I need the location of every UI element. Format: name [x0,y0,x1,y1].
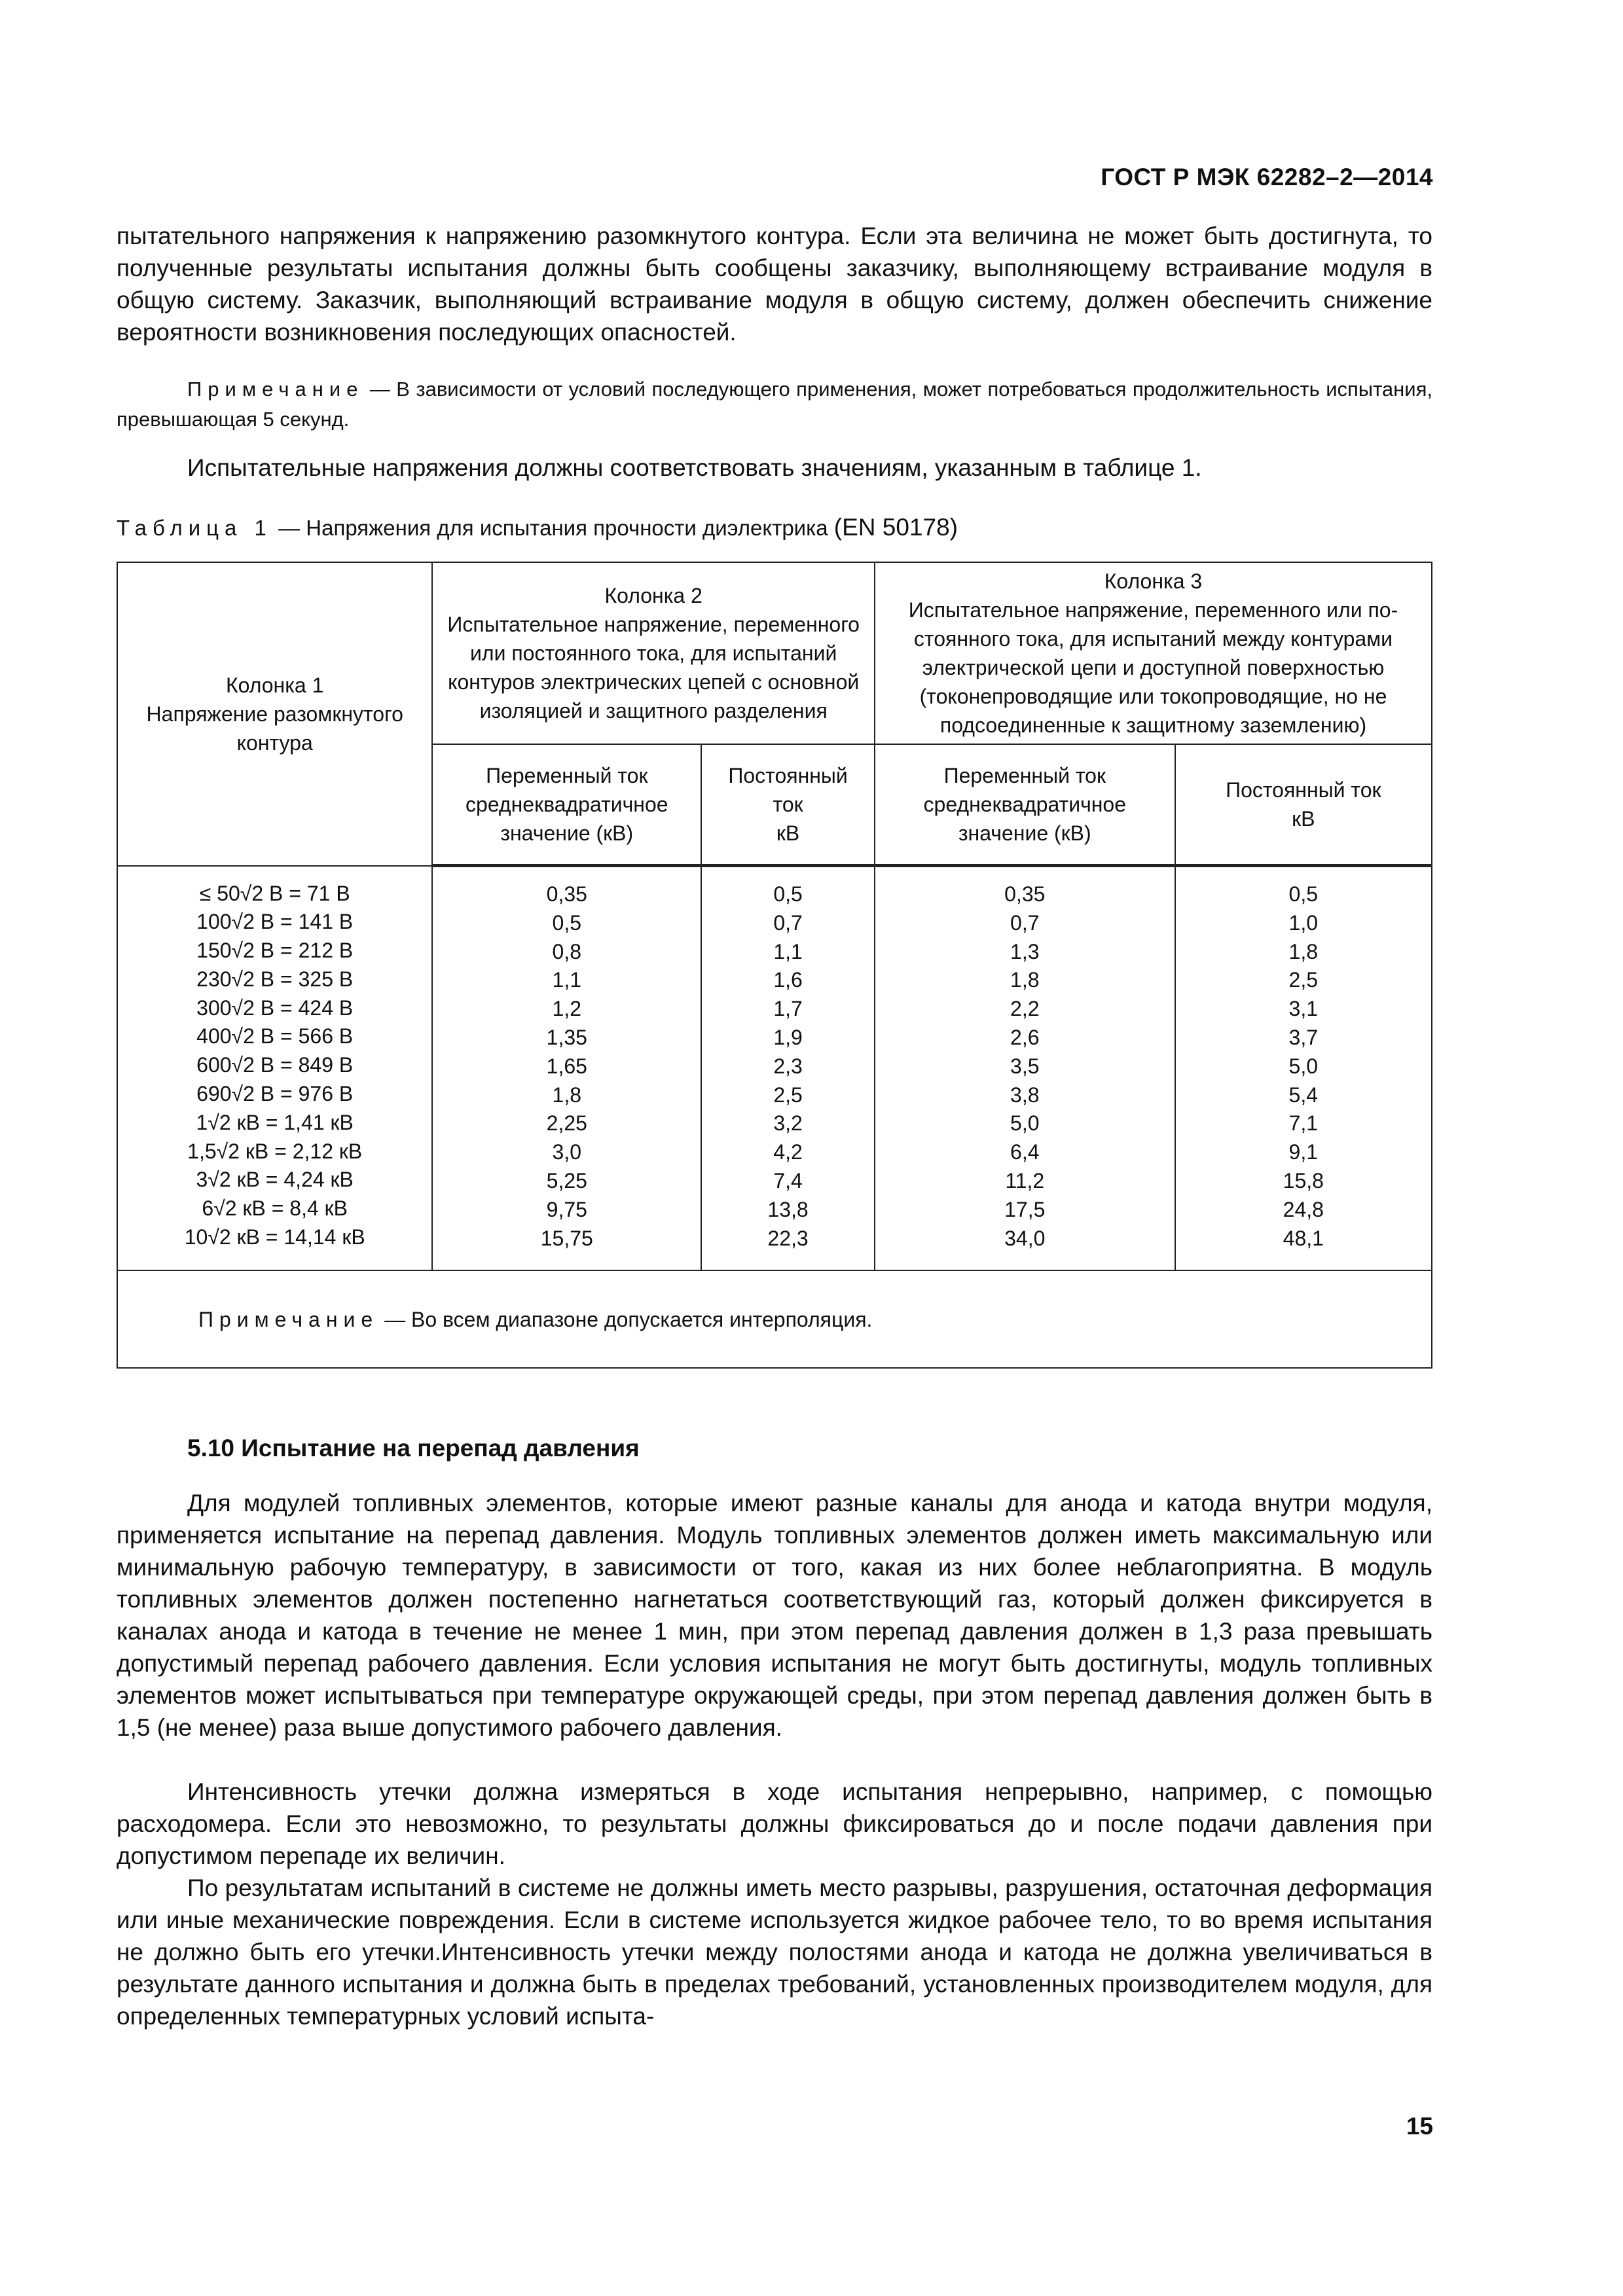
table-cell: 0,35 [546,882,587,906]
table-cell: 230√2 В = 325 В [196,967,354,991]
table-cell: 1,0 [1288,910,1319,935]
table-cell: 0,5 [552,910,582,935]
col2-header [432,562,875,744]
table-cell: 3,0 [552,1140,582,1164]
table-reference-paragraph: Испытательные напряжения должны соответствовать значениям, указанным в таблице 1. [187,454,1202,481]
table-cell: 2,3 [773,1054,803,1078]
table-cell: 1,6 [773,968,803,992]
col2-dc-values [701,866,875,1271]
table-cell: 5,25 [546,1168,587,1193]
col1-desc: Напряжение разомкнутого контура [146,702,403,755]
section-title: 5.10 Испытание на перепад давления [187,1435,640,1462]
table-cell: 15,75 [540,1226,593,1250]
table-cell: 34,0 [1004,1226,1046,1250]
table-cell: 1,65 [546,1054,587,1078]
col1-header [117,562,432,866]
table-cell: 1,1 [773,939,803,963]
table-note-label: Примечание [198,1307,379,1331]
table-caption [117,514,958,541]
table-cell: 5,0 [1010,1111,1040,1136]
table-cell: 1,8 [1288,939,1319,963]
col1-values [117,866,432,1271]
standard-code: ГОСТ Р МЭК 62282–2—2014 [1101,164,1433,190]
table-cell: 24,8 [1283,1197,1324,1221]
table-cell: 3,8 [1010,1083,1040,1107]
table-cell: 2,5 [773,1083,803,1107]
col3-dc-subheader: Постоянный ток кВ [1175,744,1432,866]
table-cell: 9,1 [1288,1140,1319,1164]
table-cell: 2,2 [1010,997,1040,1021]
table-cell: 17,5 [1004,1197,1046,1221]
table-cell: 0,8 [552,939,582,963]
table-cell: 1,8 [552,1083,582,1107]
table-cell: 1,2 [552,997,582,1021]
table-cell: 400√2 В = 566 В [196,1024,354,1049]
dielectric-test-voltage-table [117,562,1432,1369]
col1-title: Колонка 1 [225,673,324,697]
col3-dc-values [1175,866,1432,1271]
table-cell: 0,5 [1288,882,1319,906]
table-cell: 6,4 [1010,1140,1040,1164]
table-note-text: — Во всем диапазоне допускается интерполяция. [378,1307,873,1331]
table-caption-ref: (EN 50178) [833,514,958,541]
table-cell: 0,7 [773,910,803,935]
intro-note [117,374,1432,435]
table-cell: 5,4 [1288,1083,1319,1107]
col2-title: Колонка 2 [604,584,702,607]
col3-title: Колонка 3 [1104,569,1203,593]
table-cell: 0,35 [1004,882,1046,906]
table-cell: 1,5√2 кВ = 2,12 кВ [187,1139,363,1163]
table-cell: 1,3 [1010,939,1040,963]
table-cell: 1,8 [1010,968,1040,992]
table-cell: 300√2 В = 424 В [196,996,354,1020]
table-cell: 100√2 В = 141 В [196,910,354,934]
table-cell: 3,7 [1288,1025,1319,1049]
col2-dc-subheader: Постоянный ток кВ [701,744,875,866]
col3-ac-values [875,866,1175,1271]
table-cell: 150√2 В = 212 В [196,939,354,963]
table-cell: 13,8 [767,1197,809,1221]
table-cell: 5,0 [1288,1054,1319,1078]
table-cell: 1√2 кВ = 1,41 кВ [196,1110,354,1134]
col2-desc: Испытательное напряжение, переменного или постоянного тока, для испытаний контуров электрических цепей с основной изоляцией и защитного разделения [447,613,860,723]
table-cell: 3,1 [1288,997,1319,1021]
table-cell: 690√2 В = 976 В [196,1082,354,1106]
table-caption-text: — Напряжения для испытания прочности диэлектрика [272,516,834,540]
table-cell: 4,2 [773,1140,803,1164]
table-cell: 3,2 [773,1111,803,1136]
table-cell: 2,5 [1288,968,1319,992]
table-cell: 1,1 [552,968,582,992]
table-cell: 48,1 [1283,1226,1324,1250]
col3-desc: Испытательное напряжение, переменного или постоянного тока, для испытаний между контурами электрической цепи и доступной поверхностью (токонепроводящие или токопроводящие, но не подсоединенные к защитному заземлению) [908,598,1398,737]
table-cell: 3,5 [1010,1054,1040,1078]
table-cell: 3√2 кВ = 4,24 кВ [196,1168,354,1192]
col3-ac-subheader: Переменный ток среднеквадратичное значение (кВ) [875,744,1175,866]
table-cell: 7,1 [1288,1111,1319,1136]
table-cell: 9,75 [546,1197,587,1221]
col2-ac-values [432,866,701,1271]
table-cell: 1,7 [773,997,803,1021]
table-cell: 1,9 [773,1025,803,1049]
table-note [117,1270,1432,1368]
table-cell: 1,35 [546,1025,587,1049]
note-label: Примечание [187,378,364,401]
table-caption-label: Таблица 1 [117,516,272,540]
intro-paragraph: пытательного напряжения к напряжению разомкнутого контура. Если эта величина не может быть достигнута, то полученные результаты испытания должны быть сообщены заказчику, выполняющему встраивание модуля в общую систему. Заказчик, выполняющий встраивание модуля в общую систему, должен обеспечить снижение вероятности возникновения последующих опасностей. [117,223,1432,346]
table-cell: 22,3 [767,1226,809,1250]
section-paragraph-2: Интенсивность утечки должна измеряться в ходе испытания непрерывно, например, с помощью расходомера. Если это невозможно, то результаты должны фиксироваться до и после подачи давления при допустимом перепаде их величин. [117,1778,1432,1869]
table-cell: 15,8 [1283,1168,1324,1193]
table-cell: ≤ 50√2 В = 71 В [199,881,350,905]
note-text: — В зависимости от условий последующего применения, может потребоваться продолжительность испытания, превышающая 5 секунд. [117,378,1432,431]
section-paragraph-3: По результатам испытаний в системе не должны иметь место разрывы, разрушения, остаточная деформация или иные механические повреждения. Если в системе используется жидкое рабочее тело, то во время испытания не должно быть его утечки.Интенсивность утечки между полостями анода и катода не должна увеличиваться в результате данного испытания и должна быть в пределах требований, установленных производителем модуля, для определенных температурных условий испыта- [117,1874,1432,2030]
page-number: 15 [1406,2113,1433,2140]
col3-header [875,562,1432,744]
table-cell: 2,6 [1010,1025,1040,1049]
section-paragraph-1: Для модулей топливных элементов, которые имеют разные каналы для анода и катода внутри модуля, применяется испытание на перепад давления. Модуль топливных элементов должен иметь максимальную или минимальную рабочую температуру, в зависимости от того, какая из них более неблагоприятна. В модуль топливных элементов должен постепенно нагнетаться соответствующий газ, который должен фиксируется в каналах анода и катода в течение не менее 1 мин, при этом перепад давления должен в 1,3 раза превышать допустимый перепад рабочего давления. Если условия испытания не могут быть достигнуты, модуль топливных элементов может испытываться при температуре окружающей среды, при этом перепад давления должен быть в 1,5 (не менее) раза выше допустимого рабочего давления. [117,1490,1432,1741]
table-cell: 0,5 [773,882,803,906]
table-cell: 600√2 В = 849 В [196,1053,354,1077]
table-cell: 2,25 [546,1111,587,1136]
table-cell: 11,2 [1005,1168,1045,1193]
col2-ac-subheader: Переменный ток среднеквадратичное значение (кВ) [432,744,701,866]
table-cell: 6√2 кВ = 8,4 кВ [202,1196,348,1221]
table-cell: 0,7 [1010,910,1040,935]
table-cell: 10√2 кВ = 14,14 кВ [184,1225,365,1249]
table-cell: 7,4 [773,1168,803,1193]
